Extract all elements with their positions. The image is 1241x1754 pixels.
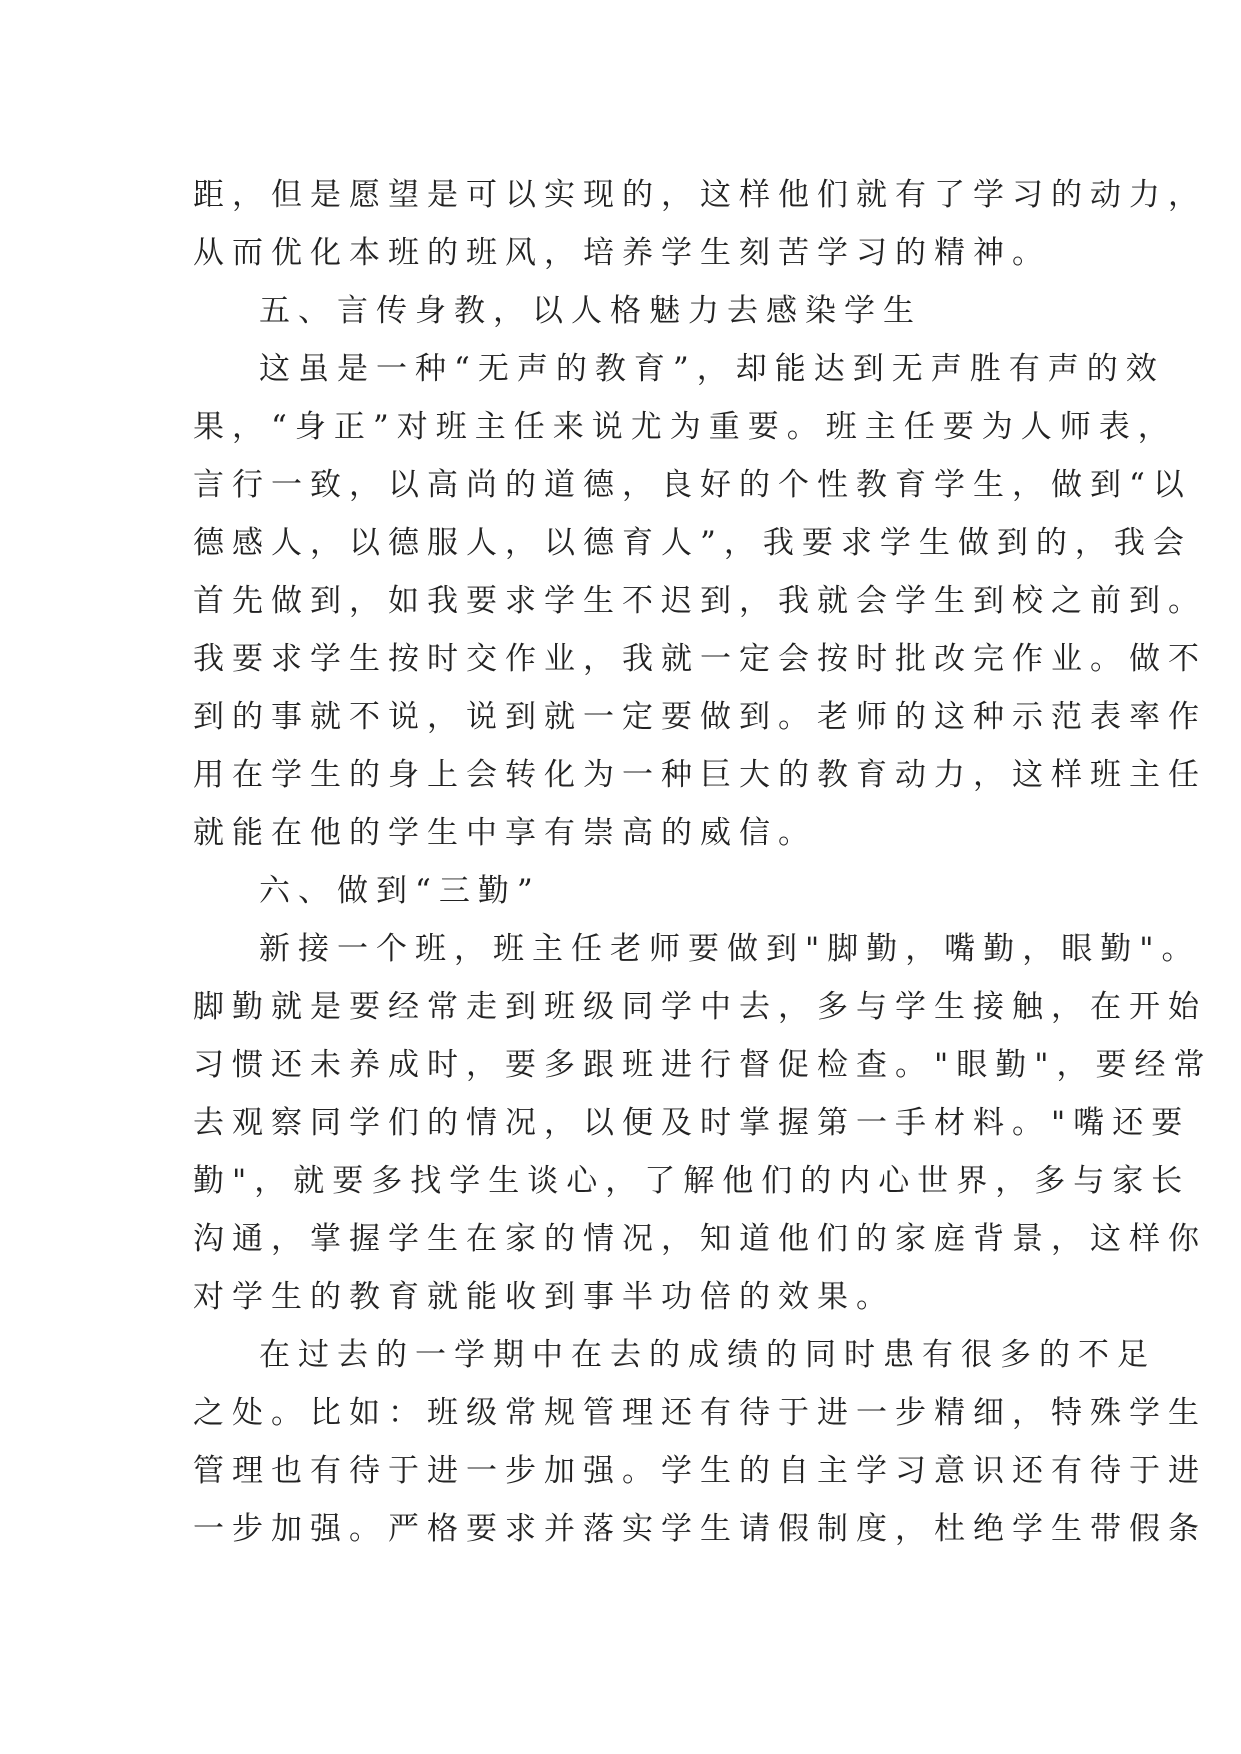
text-line: 我要求学生按时交作业，我就一定会按时批改完作业。做不	[193, 641, 1207, 677]
text-line: 对学生的教育就能收到事半功倍的效果。	[193, 1279, 895, 1315]
text-line: 言行一致，以高尚的道德，良好的个性教育学生，做到“以	[193, 467, 1192, 503]
text-line: 到的事就不说，说到就一定要做到。老师的这种示范表率作	[193, 699, 1207, 735]
text-line: 德感人，以德服人，以德育人”，我要求学生做到的，我会	[193, 525, 1192, 561]
text-line: 脚勤就是要经常走到班级同学中去，多与学生接触，在开始	[193, 989, 1207, 1025]
text-line: 在过去的一学期中在去的成绩的同时患有很多的不足	[259, 1337, 1156, 1373]
text-line: 习惯还未养成时，要多跟班进行督促检查。"眼勤"，要经常	[193, 1047, 1213, 1083]
text-line: 新接一个班，班主任老师要做到"脚勤，嘴勤，眼勤"。	[259, 931, 1201, 967]
section-heading: 五、言传身教，以人格魅力去感染学生	[259, 293, 922, 329]
text-line: 一步加强。严格要求并落实学生请假制度，杜绝学生带假条	[193, 1511, 1207, 1547]
text-line: 之处。比如：班级常规管理还有待于进一步精细，特殊学生	[193, 1395, 1207, 1431]
text-line: 距，但是愿望是可以实现的，这样他们就有了学习的动力，	[193, 177, 1207, 213]
text-line: 沟通，掌握学生在家的情况，知道他们的家庭背景，这样你	[193, 1221, 1207, 1257]
text-line: 就能在他的学生中享有崇高的威信。	[193, 815, 817, 851]
text-line: 用在学生的身上会转化为一种巨大的教育动力，这样班主任	[193, 757, 1207, 793]
section-heading: 六、做到“三勤”	[259, 873, 541, 909]
text-line: 这虽是一种“无声的教育”，却能达到无声胜有声的效	[259, 351, 1165, 387]
text-line: 勤"，就要多找学生谈心，了解他们的内心世界，多与家长	[193, 1163, 1191, 1199]
text-line: 首先做到，如我要求学生不迟到，我就会学生到校之前到。	[193, 583, 1207, 619]
text-line: 管理也有待于进一步加强。学生的自主学习意识还有待于进	[193, 1453, 1207, 1489]
document-body	[193, 166, 1213, 1558]
text-line: 果，“身正”对班主任来说尤为重要。班主任要为人师表，	[193, 409, 1177, 445]
text-line: 从而优化本班的班风，培养学生刻苦学习的精神。	[193, 235, 1051, 271]
text-line: 去观察同学们的情况，以便及时掌握第一手材料。"嘴还要	[193, 1105, 1191, 1141]
